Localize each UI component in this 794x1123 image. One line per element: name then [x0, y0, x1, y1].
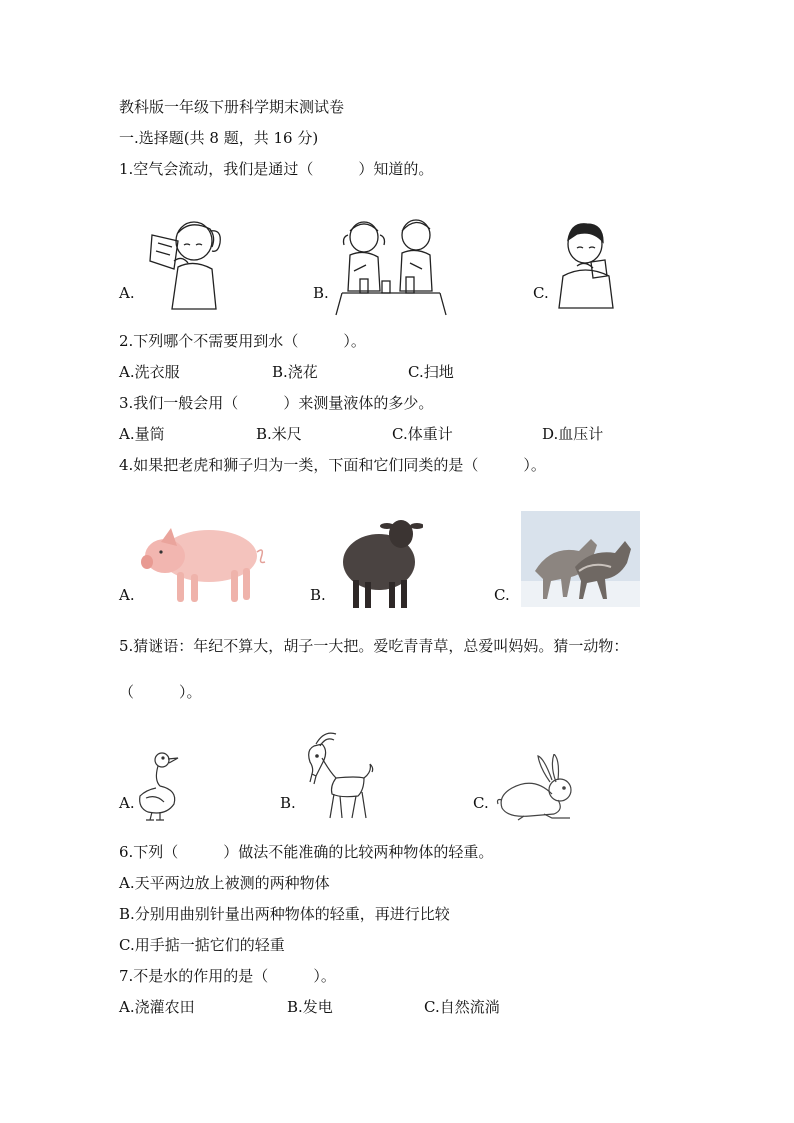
question-5-stem: 5.猜谜语：年纪不算大，胡子一大把。爱吃青青草，总爱叫妈妈。猜一动物： — [119, 637, 629, 655]
pig-icon — [139, 514, 267, 606]
q3-option-d: D.血压计 — [542, 425, 604, 443]
section-heading: 一.选择题(共 8 题，共 16 分) — [119, 129, 319, 147]
question-3-stem: 3.我们一般会用（ ）来测量液体的多少。 — [119, 394, 434, 412]
q6-option-a: A.天平两边放上被测的两种物体 — [119, 874, 330, 892]
q3-option-a: A.量筒 — [119, 425, 165, 443]
q2-option-b: B.浇花 — [272, 363, 318, 381]
question-5-blank: （ ）。 — [119, 683, 202, 701]
question-1-stem: 1.空气会流动，我们是通过（ ）知道的。 — [119, 160, 434, 178]
page-title: 教科版一年级下册科学期末测试卷 — [119, 98, 345, 116]
q5-option-a-label: A. — [119, 794, 135, 812]
q3-option-b: B.米尺 — [256, 425, 302, 443]
q4-option-c-label: C. — [494, 586, 510, 604]
q3-option-c: C.体重计 — [392, 425, 453, 443]
q7-option-c: C.自然流淌 — [424, 998, 500, 1016]
sheep-icon — [339, 514, 423, 612]
girl-smelling-icon — [138, 213, 230, 311]
q4-option-b-label: B. — [310, 586, 326, 604]
rabbit-icon — [494, 754, 584, 822]
question-7-stem: 7.不是水的作用的是（ ）。 — [119, 967, 336, 985]
q5-option-c-label: C. — [473, 794, 489, 812]
question-4-stem: 4.如果把老虎和狮子归为一类，下面和它们同类的是（ ）。 — [119, 456, 546, 474]
children-experiment-icon — [332, 213, 450, 317]
q2-option-a: A.洗衣服 — [119, 363, 180, 381]
wolves-icon — [521, 511, 640, 607]
boy-smelling-icon — [553, 216, 619, 310]
q7-option-a: A.浇灌农田 — [119, 998, 195, 1016]
q1-option-a-label: A. — [119, 284, 135, 302]
q6-option-c: C.用手掂一掂它们的轻重 — [119, 936, 285, 954]
q6-option-b: B.分别用曲别针量出两种物体的轻重，再进行比较 — [119, 905, 450, 923]
q5-option-b-label: B. — [280, 794, 296, 812]
question-2-stem: 2.下列哪个不需要用到水（ ）。 — [119, 332, 366, 350]
goat-icon — [300, 728, 374, 822]
q1-option-b-label: B. — [313, 284, 329, 302]
q1-option-c-label: C. — [533, 284, 549, 302]
q2-option-c: C.扫地 — [408, 363, 454, 381]
q4-option-a-label: A. — [119, 586, 135, 604]
q7-option-b: B.发电 — [287, 998, 333, 1016]
duck-icon — [136, 750, 182, 822]
question-6-stem: 6.下列（ ）做法不能准确的比较两种物体的轻重。 — [119, 843, 494, 861]
